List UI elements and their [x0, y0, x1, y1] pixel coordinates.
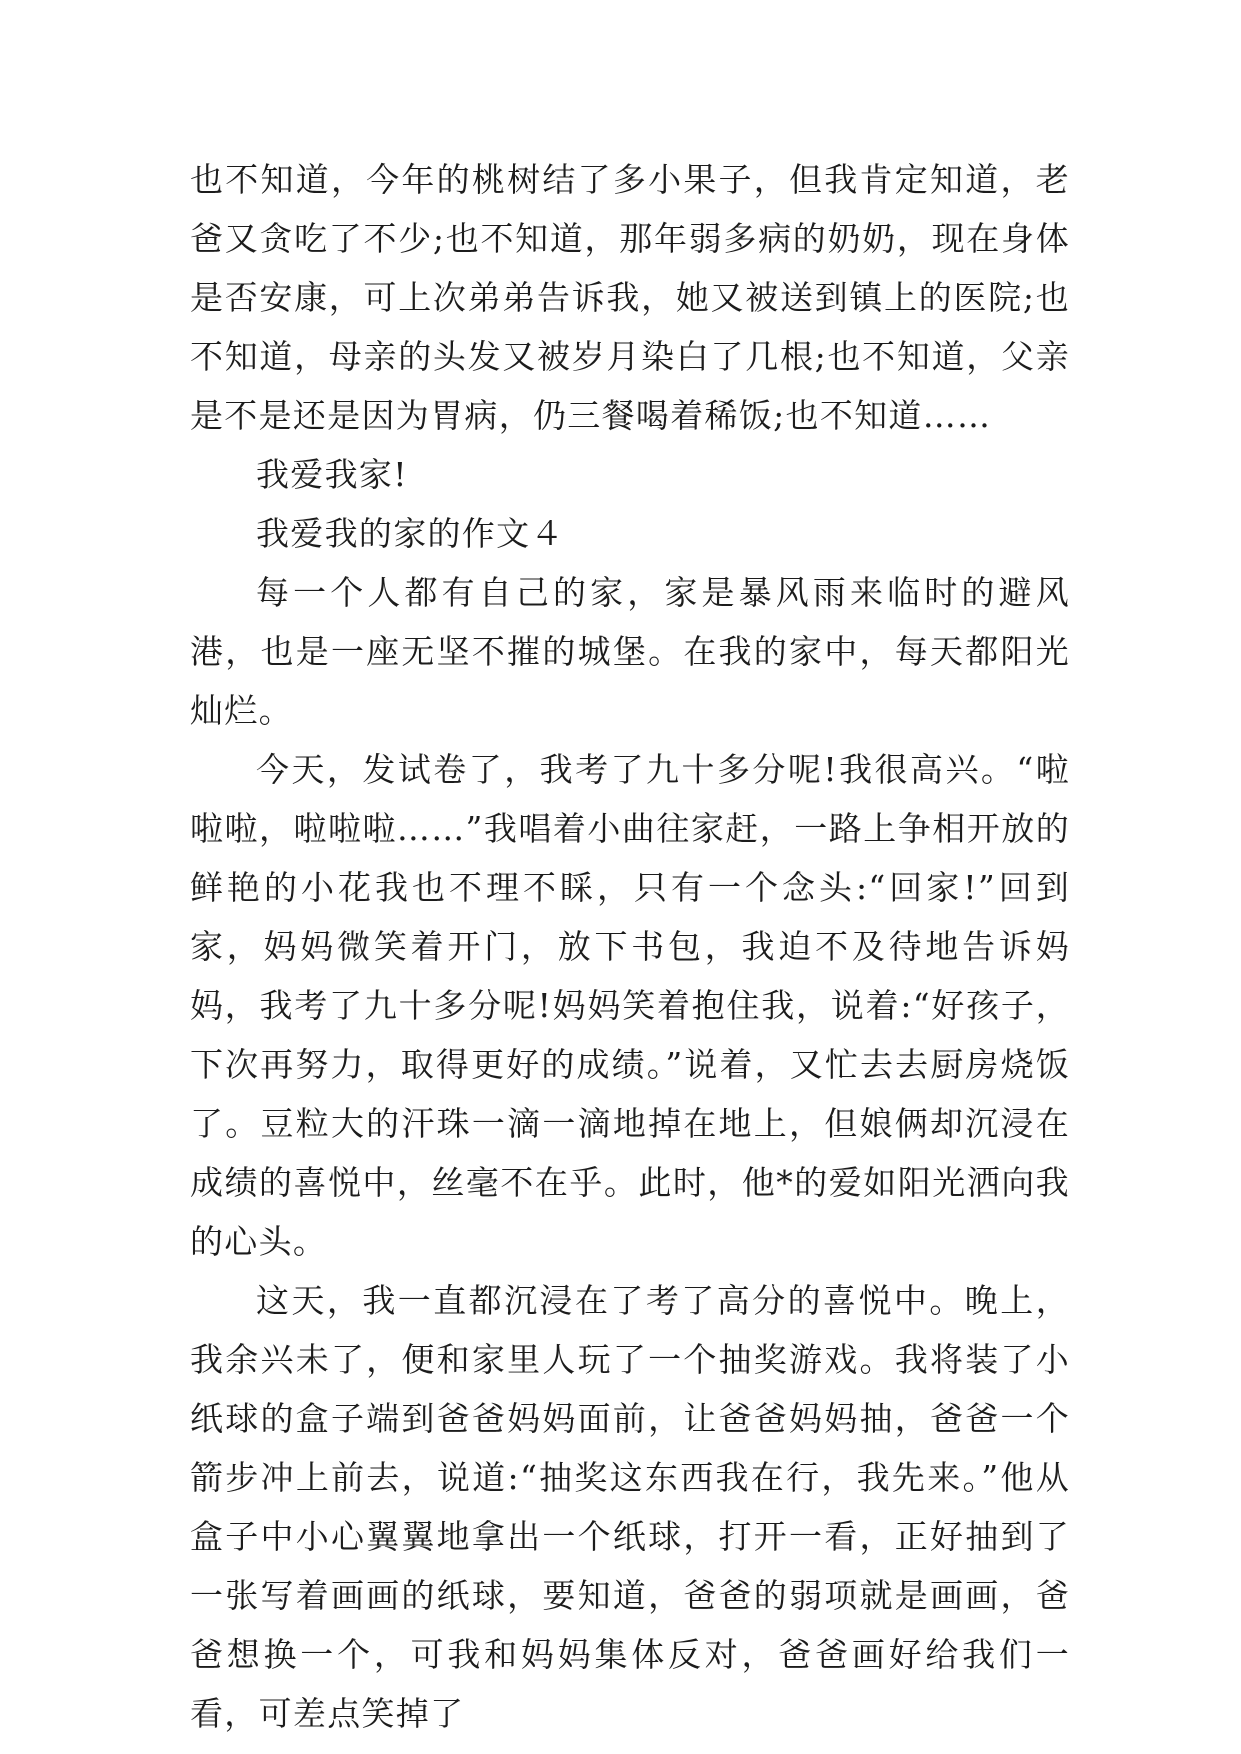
paragraph-love-home: 我爱我家!: [256, 455, 408, 494]
paragraph-body-3: 这天，我一直都沉浸在了考了高分的喜悦中。晚上，我余兴未了，便和家里人玩了一个抽奖游戏。我将装了小纸球的盒子端到爸爸妈妈面前，让爸爸妈妈抽，爸爸一个箭步冲上前去，说道:“抽奖这东西我在行，我先来。”他从盒子中小心翼翼地拿出一个纸球，打开一看，正好抽到了一张写着画画的纸球，要知道，爸爸的弱项就是画画，爸爸想换一个，可我和妈妈集体反对，爸爸画好给我们一看，可差点笑掉了: [190, 1281, 1070, 1733]
paragraph-continued: 也不知道，今年的桃树结了多小果子，但我肯定知道，老爸又贪吃了不少;也不知道，那年弱多病的奶奶，现在身体是否安康，可上次弟弟告诉我，她又被送到镇上的医院;也不知道，母亲的头发又被岁月染白了几根;也不知道，父亲是不是还是因为胃病，仍三餐喝着稀饭;也不知道……: [190, 160, 1070, 435]
document-body: [190, 150, 1070, 1743]
paragraph-body-1: 每一个人都有自己的家，家是暴风雨来临时的避风港，也是一座无坚不摧的城堡。在我的家中，每天都阳光灿烂。: [190, 573, 1070, 730]
paragraph-body-2: 今天，发试卷了，我考了九十多分呢!我很高兴。“啦啦啦，啦啦啦……”我唱着小曲往家赶，一路上争相开放的鲜艳的小花我也不理不睬，只有一个念头:“回家!”回到家，妈妈微笑着开门，放下书包，我迫不及待地告诉妈妈，我考了九十多分呢!妈妈笑着抱住我，说着:“好孩子，下次再努力，取得更好的成绩。”说着，又忙去去厨房烧饭了。豆粒大的汗珠一滴一滴地掉在地上，但娘俩却沉浸在成绩的喜悦中，丝毫不在乎。此时，他*的爱如阳光洒向我的心头。: [190, 750, 1070, 1261]
essay-title: 我爱我的家的作文４: [256, 514, 565, 553]
